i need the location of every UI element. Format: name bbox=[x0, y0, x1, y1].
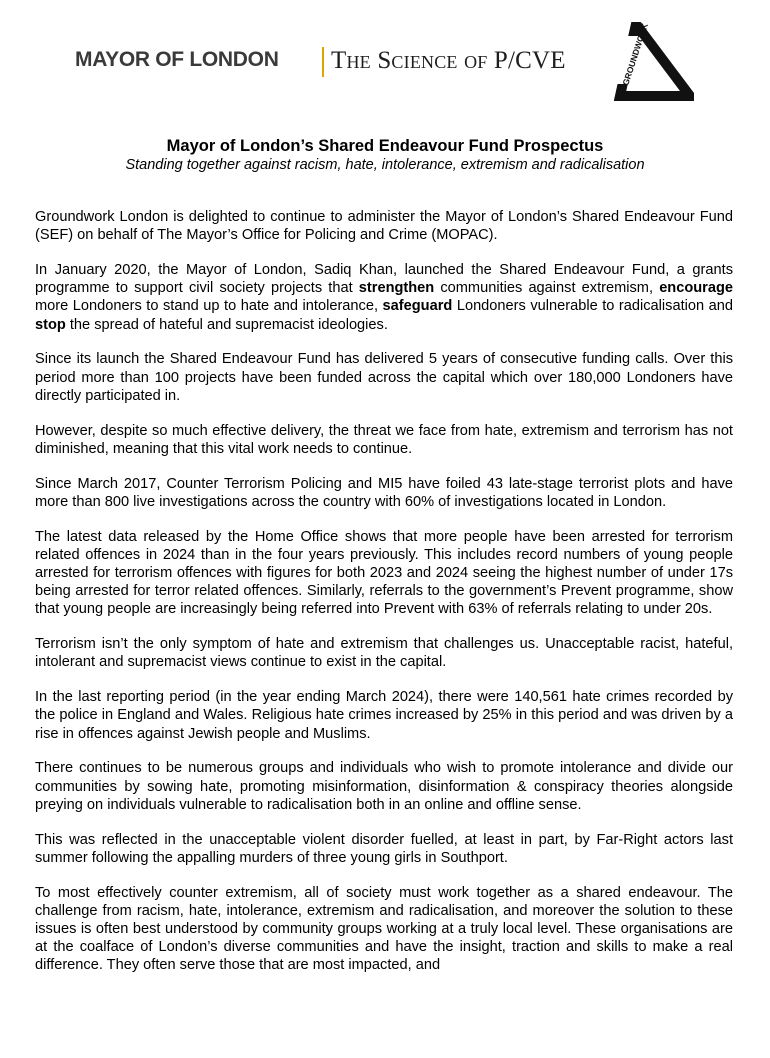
body-text bbox=[35, 208, 733, 991]
paragraph-11: To most effectively counter extremism, all of society must work together as a shared endeavour. The challenge from racism, hate, intolerance, extremism and radicalisation, and moreover the solution to these issues is often best understood by community groups working at a truly local level. These organisations are at the coalface of London’s diverse communities and have the insight, traction and skills to make a real difference. They often serve those that are most impacted, and bbox=[35, 884, 733, 974]
paragraph-5: Since March 2017, Counter Terrorism Policing and MI5 have foiled 43 late-stage terrorist plots and have more than 800 live investigations across the country with 60% of investigations located in London. bbox=[35, 475, 733, 510]
paragraph-7: Terrorism isn’t the only symptom of hate and extremism that challenges us. Unacceptable racist, hateful, intolerant and supremacist views continue to exist in the capital. bbox=[35, 636, 733, 671]
paragraph-4: However, despite so much effective delivery, the threat we face from hate, extremism and terrorism has not diminished, meaning that this vital work needs to continue. bbox=[35, 422, 733, 457]
groundwork-logo-text: GROUNDWORK bbox=[620, 22, 650, 87]
p2-text: Londoners vulnerable to radicalisation and bbox=[452, 298, 733, 315]
paragraph-1: Groundwork London is delighted to continue to administer the Mayor of London’s Shared Endeavour Fund (SEF) on behalf of The Mayor’s Office for Policing and Crime (MOPAC). bbox=[35, 209, 733, 244]
p2-bold-encourage: encourage bbox=[659, 280, 733, 297]
paragraph-8: In the last reporting period (in the year ending March 2024), there were 140,561 hate crimes recorded by the police in England and Wales. Religious hate crimes increased by 25% in this period and was driven by a rise in offences against Jewish people and Muslims. bbox=[35, 689, 733, 742]
p2-bold-strengthen: strengthen bbox=[358, 280, 435, 297]
page-header bbox=[0, 0, 770, 110]
p2-text: communities against extremism, bbox=[434, 280, 660, 297]
p2-bold-stop: stop bbox=[35, 316, 66, 333]
p2-text: In January 2020, the Mayor of London, Sadiq Khan, launched the Shared Endeavour Fund, a grants programme to support civil society projects that bbox=[35, 262, 733, 297]
paragraph-10: This was reflected in the unacceptable violent disorder fuelled, at least in part, by Far-Right actors last summer following the appalling murders of three young girls in Southport. bbox=[35, 831, 733, 866]
mayor-of-london-logo: MAYOR OF LONDON bbox=[75, 48, 279, 71]
page-subtitle: Standing together against racism, hate, intolerance, extremism and radicalisation bbox=[125, 157, 645, 173]
paragraph-3: Since its launch the Shared Endeavour Fund has delivered 5 years of consecutive funding calls. Over this period more than 100 projects have been funded across the capital which over 180,000 Londoners have directly participated in. bbox=[35, 351, 733, 404]
p2-text: the spread of hateful and supremacist ideologies. bbox=[65, 316, 388, 333]
logo-divider bbox=[322, 47, 324, 77]
paragraph-2 bbox=[35, 261, 733, 334]
p2-bold-safeguard: safeguard bbox=[382, 298, 453, 315]
science-of-pcve-logo: The Science of P/CVE bbox=[331, 47, 566, 74]
paragraph-6: The latest data released by the Home Office shows that more people have been arrested for terrorism related offences in 2024 than in the four years previously. This includes record numbers of young people arrested for terrorism offences with figures for both 2023 and 2024 seeing the highest number of under 17s being arrested for terror related offences. Similarly, referrals to the government’s Prevent programme, show that young people are increasingly being referred into Prevent with 63% of referrals relating to under 20s. bbox=[35, 528, 733, 618]
groundwork-logo bbox=[614, 22, 694, 104]
paragraph-9: There continues to be numerous groups and individuals who wish to promote intolerance and divide our communities by sowing hate, promoting misinformation, disinformation & conspiracy theories alongside preying on individuals vulnerable to radicalisation both in an online and offline sense. bbox=[35, 760, 733, 813]
p2-text: more Londoners to stand up to hate and intolerance, bbox=[35, 298, 383, 315]
title-block bbox=[0, 136, 770, 174]
page-title: Mayor of London’s Shared Endeavour Fund Prospectus bbox=[166, 137, 604, 155]
